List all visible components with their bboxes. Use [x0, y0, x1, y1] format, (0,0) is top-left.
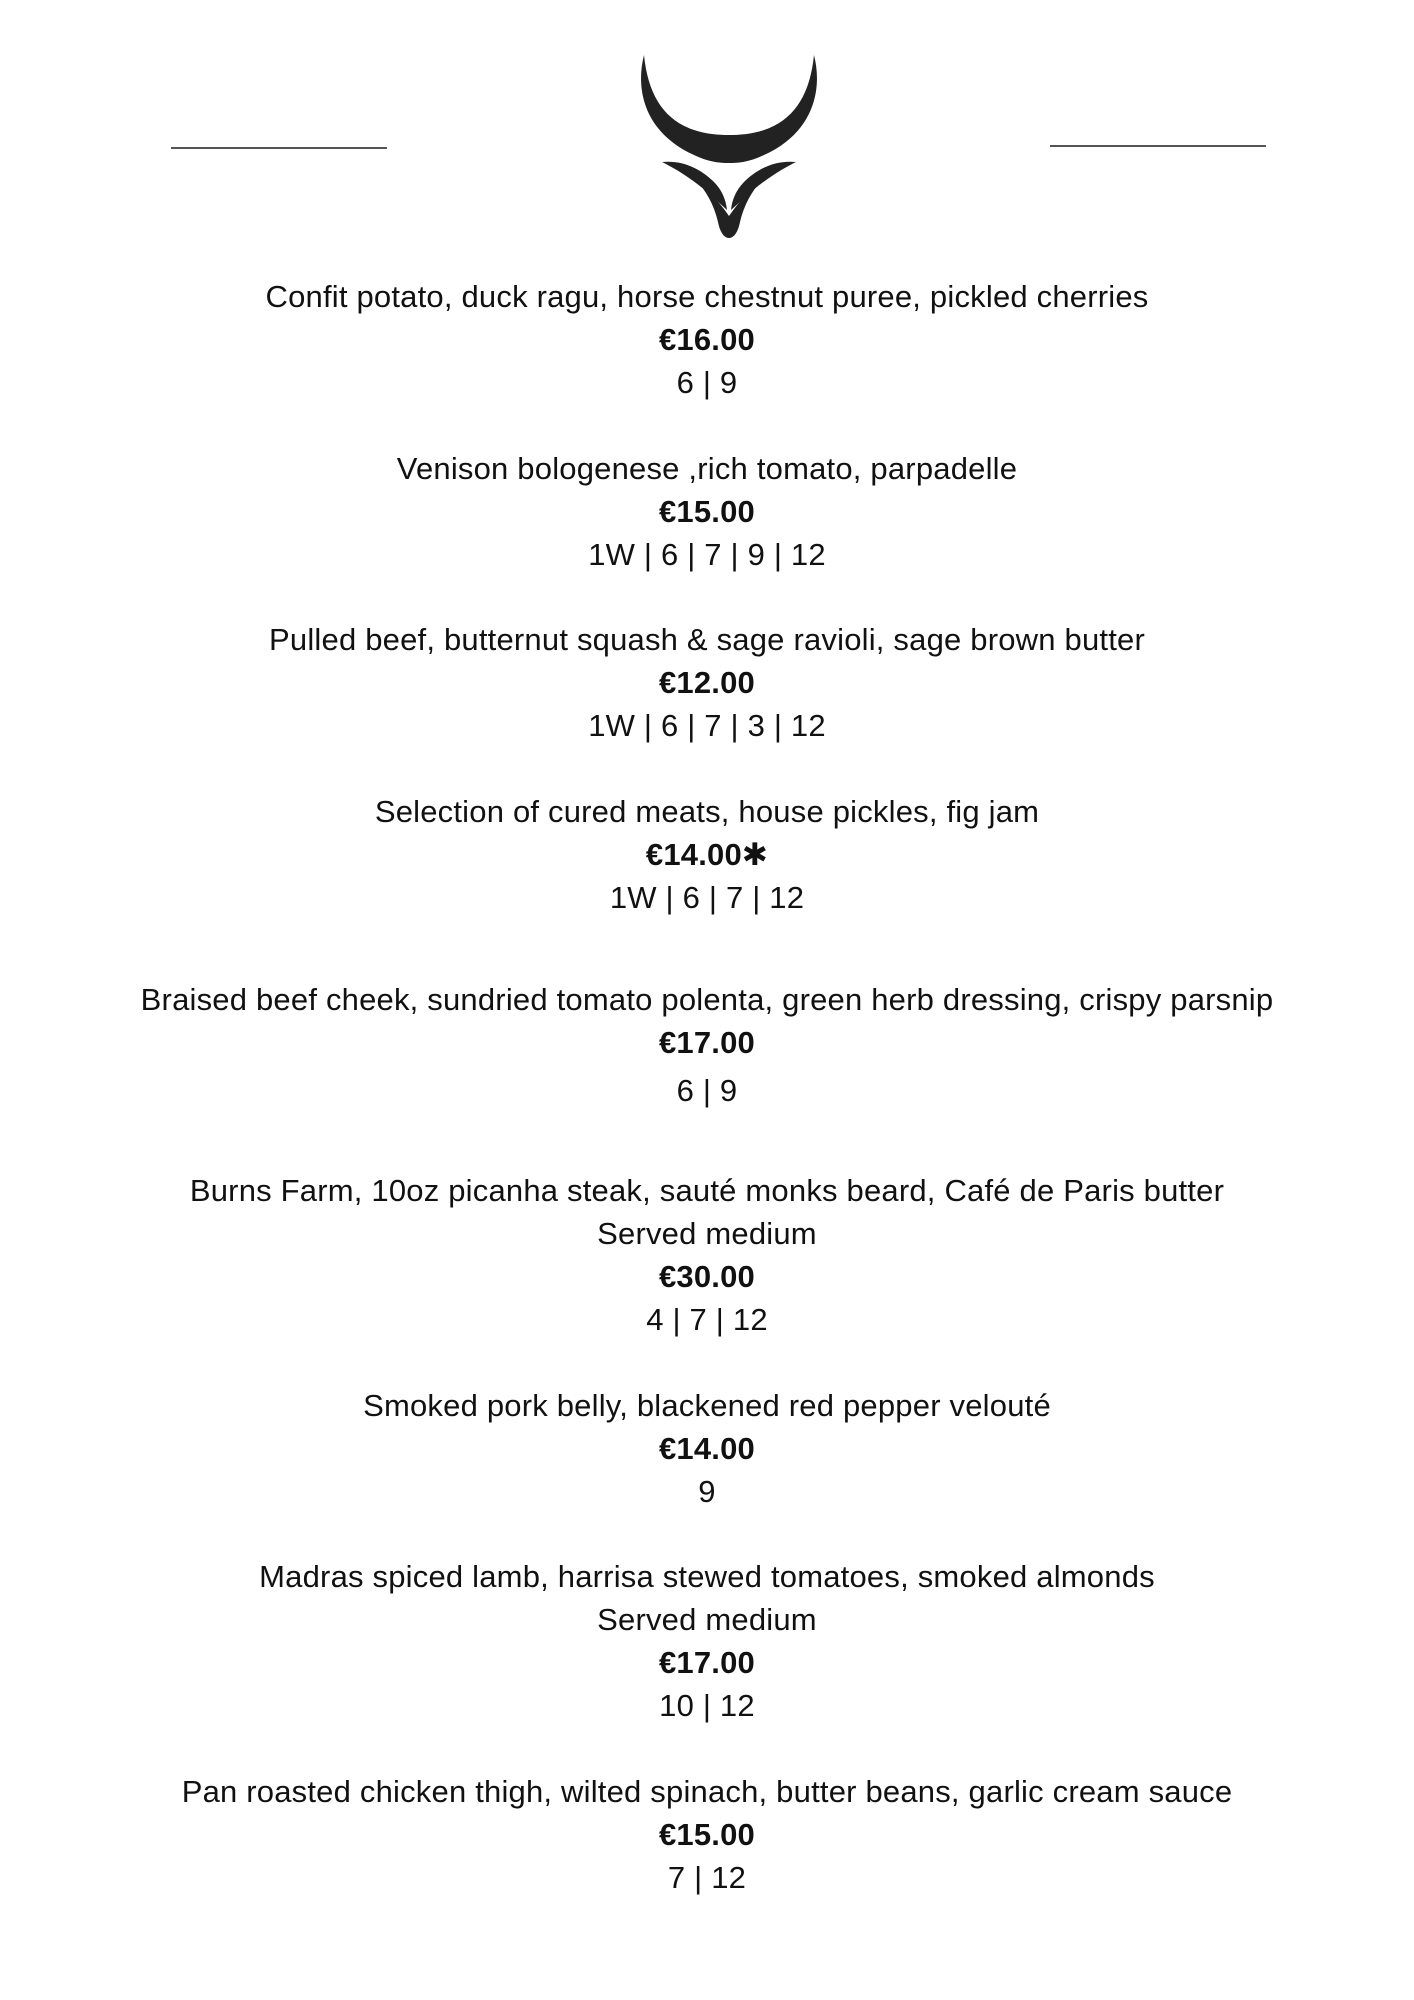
dish-price: €14.00 [658, 1431, 756, 1466]
bull-head-logo-icon [634, 50, 824, 240]
dish-note: Served medium [597, 1602, 817, 1637]
dish-allergens: 4 | 7 | 12 [646, 1302, 768, 1337]
dish-price: €14.00✱ [645, 837, 769, 872]
dish-allergens: 9 [698, 1474, 716, 1509]
dish-description: Smoked pork belly, blackened red pepper velouté [363, 1388, 1051, 1423]
dish-price: €17.00 [658, 1645, 756, 1680]
dish-description: Pan roasted chicken thigh, wilted spinach, butter beans, garlic cream sauce [181, 1774, 1233, 1809]
dish-price: €15.00 [658, 1817, 756, 1852]
menu-item [0, 1169, 1414, 1341]
dish-price: €16.00 [658, 322, 756, 357]
menu-item [0, 978, 1414, 1112]
dish-allergens: 7 | 12 [667, 1860, 747, 1895]
header-rule-right [1050, 145, 1266, 147]
header-rule-left [171, 147, 387, 149]
dish-allergens: 1W | 6 | 7 | 9 | 12 [588, 537, 826, 572]
dish-allergens: 6 | 9 [676, 1073, 738, 1108]
dish-description: Selection of cured meats, house pickles, fig jam [374, 794, 1040, 829]
dish-note: Served medium [597, 1216, 817, 1251]
dish-description: Burns Farm, 10oz picanha steak, sauté monks beard, Café de Paris butter [189, 1173, 1225, 1208]
dish-price: €12.00 [658, 665, 756, 700]
dish-description: Confit potato, duck ragu, horse chestnut puree, pickled cherries [265, 279, 1149, 314]
menu-item [0, 447, 1414, 576]
dish-allergens: 1W | 6 | 7 | 3 | 12 [588, 708, 826, 743]
menu-item [0, 275, 1414, 404]
menu-item [0, 1770, 1414, 1899]
dish-description: Madras spiced lamb, harrisa stewed tomatoes, smoked almonds [259, 1559, 1155, 1594]
menu-item [0, 618, 1414, 747]
menu-item [0, 1555, 1414, 1727]
dish-price: €15.00 [658, 494, 756, 529]
dish-allergens: 1W | 6 | 7 | 12 [609, 880, 805, 915]
dish-description: Pulled beef, butternut squash & sage ravioli, sage brown butter [269, 622, 1145, 657]
dish-description: Venison bologenese ,rich tomato, parpadelle [396, 451, 1018, 486]
menu-item [0, 790, 1414, 919]
dish-price: €17.00 [658, 1025, 756, 1060]
dish-description: Braised beef cheek, sundried tomato polenta, green herb dressing, crispy parsnip [140, 982, 1274, 1017]
dish-price: €30.00 [658, 1259, 756, 1294]
menu-item [0, 1384, 1414, 1513]
dish-allergens: 6 | 9 [676, 365, 738, 400]
dish-allergens: 10 | 12 [659, 1688, 755, 1723]
